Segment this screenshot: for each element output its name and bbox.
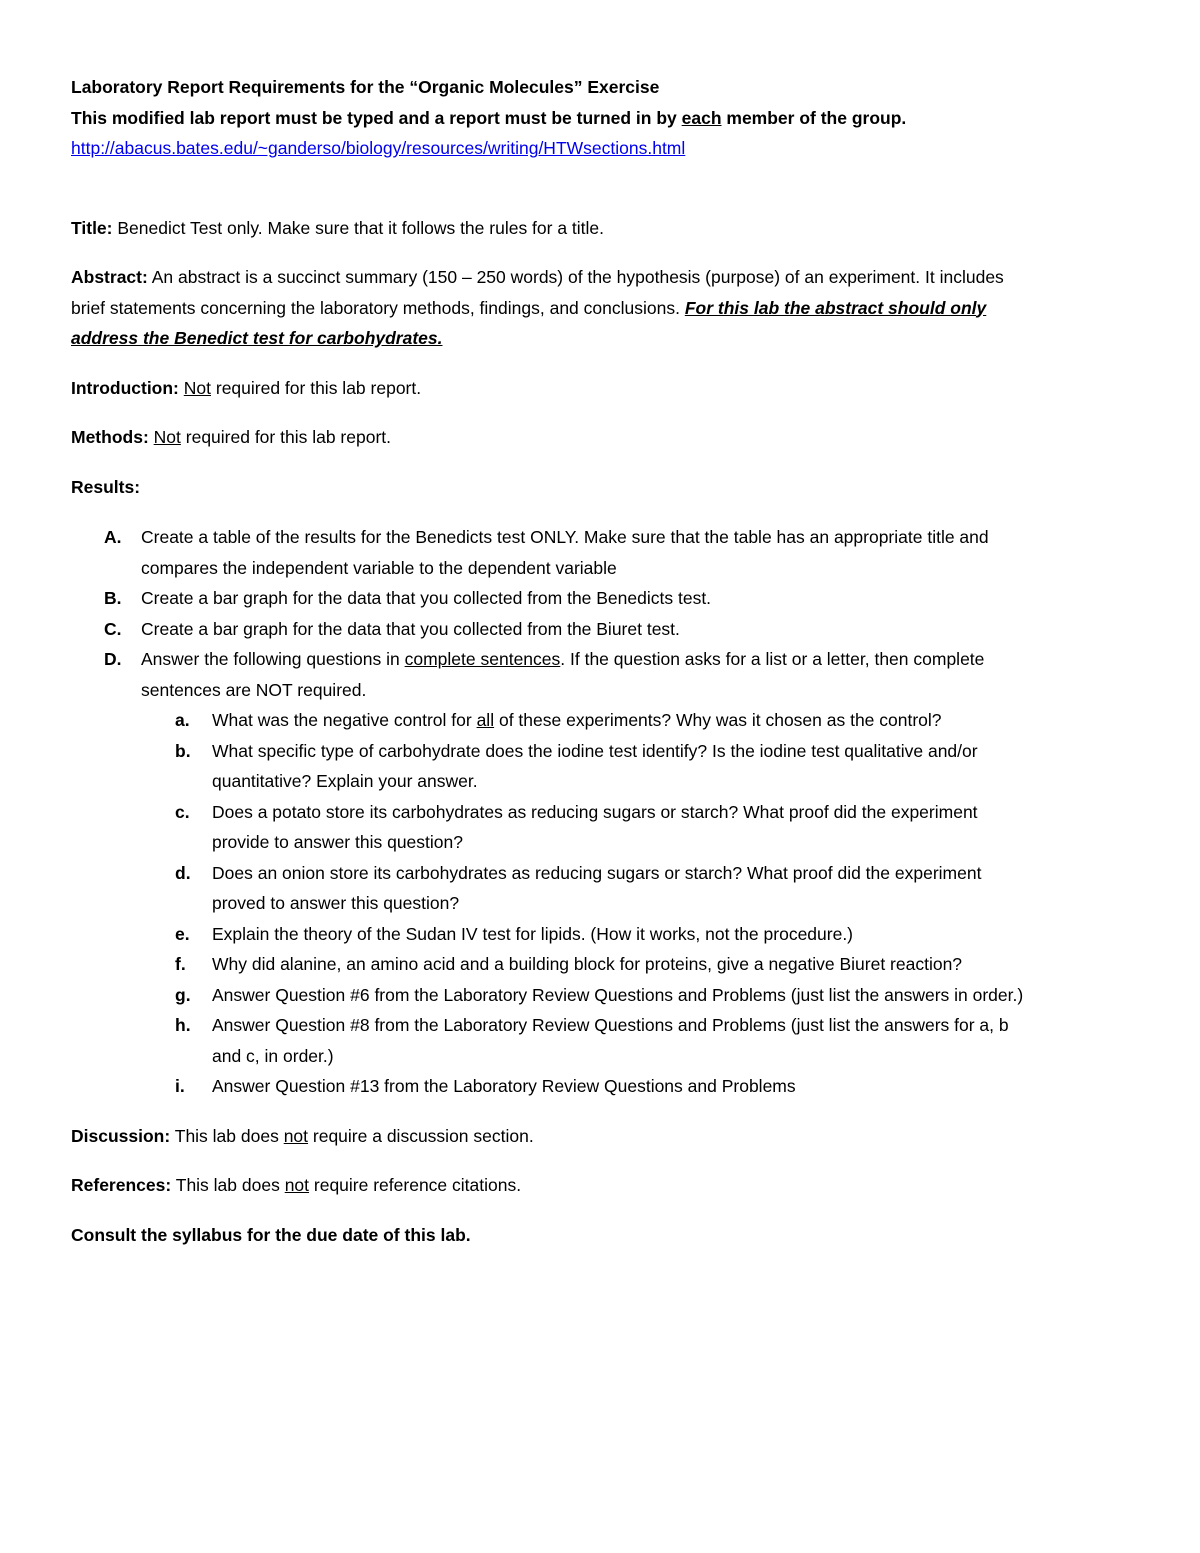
question-text: quantitative? Explain your answer. [212, 771, 478, 791]
list-item-text: Create a bar graph for the data that you collected from the Biuret test. [141, 618, 680, 639]
abstract-text-line2: brief statements concerning the laboratory methods, findings, and conclusions. [71, 297, 685, 318]
results-list [71, 522, 1131, 1102]
discussion-not: not [283, 1125, 309, 1146]
question-text: What specific type of carbohydrate does the iodine test identify? Is the iodine test qualitative and/or [212, 740, 978, 761]
list-marker: h. [175, 1015, 191, 1035]
question-text: provide to answer this question? [212, 832, 463, 852]
question-c [71, 797, 1131, 858]
subtitle-text-before: This modified lab report must be typed and a report must be turned in by [71, 107, 682, 128]
list-item-text: sentences are NOT required. [141, 679, 367, 700]
abstract-requirement [71, 262, 1131, 354]
title-text: Benedict Test only. Make sure that it follows the rules for a title. [112, 217, 605, 238]
question-text: Explain the theory of the Sudan IV test for lipids. (How it works, not the procedure.) [212, 923, 854, 944]
list-marker: d. [175, 862, 191, 883]
document-page [71, 72, 1131, 1250]
introduction-not: Not [183, 377, 211, 398]
list-marker: A. [104, 527, 122, 547]
results-item-b [71, 583, 1131, 614]
list-item-text [141, 644, 1131, 675]
question-f [71, 949, 1131, 980]
question-text: Answer Question #13 from the Laboratory Review Questions and Problems [212, 1076, 796, 1096]
list-item-text: compares the independent variable to the dependent variable [141, 557, 617, 578]
methods-requirement [71, 422, 1131, 453]
list-marker: b. [175, 740, 191, 761]
introduction-requirement [71, 373, 1131, 404]
question-text: and c, in order.) [212, 1045, 334, 1066]
list-item-underlined: complete sentences [404, 649, 561, 669]
methods-not: Not [153, 427, 181, 447]
syllabus-note: Consult the syllabus for the due date of this lab. [71, 1224, 471, 1245]
question-h [71, 1010, 1131, 1071]
references-not: not [284, 1175, 310, 1195]
list-item-text: Create a table of the results for the Benedicts test ONLY. Make sure that the table has an appropriate title and [141, 527, 989, 547]
abstract-emphasis-line2: For this lab the abstract should only [684, 297, 987, 318]
results-item-c [71, 614, 1131, 645]
list-marker: B. [104, 588, 122, 608]
resource-link[interactable]: http://abacus.bates.edu/~ganderso/biology/resources/writing/HTWsections.html [71, 138, 686, 158]
list-marker: f. [175, 954, 186, 974]
list-marker: a. [175, 710, 190, 730]
question-text: Does an onion store its carbohydrates as reducing sugars or starch? What proof did the experiment [212, 862, 982, 883]
references-requirement [71, 1170, 1131, 1201]
list-item-text-after: . If the question asks for a list or a letter, then complete [560, 649, 985, 669]
question-text: Why did alanine, an amino acid and a building block for proteins, give a negative Biuret reaction? [212, 954, 963, 974]
question-text: Answer Question #8 from the Laboratory Review Questions and Problems (just list the answers for a, b [212, 1015, 1009, 1035]
question-b [71, 736, 1131, 797]
abstract-text-line1: An abstract is a succinct summary (150 – 250 words) of the hypothesis (purpose) of an experiment. It includes [147, 267, 1004, 287]
introduction-label: Introduction: [71, 377, 179, 398]
question-d [71, 858, 1131, 919]
results-item-d [71, 644, 1131, 705]
question-underlined: all [476, 710, 495, 730]
document-subtitle [71, 103, 1131, 134]
references-text-after: require reference citations. [309, 1175, 522, 1195]
subtitle-text-after: member of the group. [721, 107, 907, 128]
list-marker: i. [175, 1076, 185, 1096]
document-title: Laboratory Report Requirements for the “Organic Molecules” Exercise [71, 77, 660, 97]
references-label: References: [71, 1175, 172, 1195]
title-label: Title: [71, 217, 113, 238]
subtitle-emphasis-each: each [681, 107, 722, 128]
results-item-a [71, 522, 1131, 583]
question-text: Answer Question #6 from the Laboratory Review Questions and Problems (just list the answers in order.) [212, 984, 1024, 1005]
discussion-requirement [71, 1121, 1131, 1152]
question-text: Does a potato store its carbohydrates as reducing sugars or starch? What proof did the experiment [212, 801, 978, 822]
list-marker: D. [104, 649, 122, 669]
list-marker: g. [175, 984, 191, 1005]
list-marker: c. [175, 801, 190, 822]
references-text-before: This lab does [171, 1175, 285, 1195]
list-marker: e. [175, 923, 190, 944]
list-item-text: Create a bar graph for the data that you collected from the Benedicts test. [141, 588, 712, 608]
question-g [71, 980, 1131, 1011]
list-item-text-before: Answer the following questions in [141, 649, 405, 669]
abstract-label: Abstract: [71, 267, 148, 287]
list-marker: C. [104, 618, 122, 639]
title-requirement [71, 213, 1131, 244]
discussion-text-after: require a discussion section. [308, 1125, 534, 1146]
methods-label: Methods: [71, 427, 149, 447]
discussion-text-before: This lab does [170, 1125, 284, 1146]
question-i [71, 1071, 1131, 1102]
question-text-before: What was the negative control for [212, 710, 477, 730]
methods-text: required for this lab report. [180, 427, 391, 447]
question-text [212, 705, 1131, 736]
question-text: proved to answer this question? [212, 893, 460, 913]
discussion-label: Discussion: [71, 1125, 171, 1146]
question-e [71, 919, 1131, 950]
abstract-emphasis-line3: address the Benedict test for carbohydrates. [71, 328, 443, 348]
question-text-after: of these experiments? Why was it chosen as the control? [494, 710, 942, 730]
question-a [71, 705, 1131, 736]
introduction-text: required for this lab report. [211, 377, 422, 398]
results-label: Results: [71, 476, 141, 497]
